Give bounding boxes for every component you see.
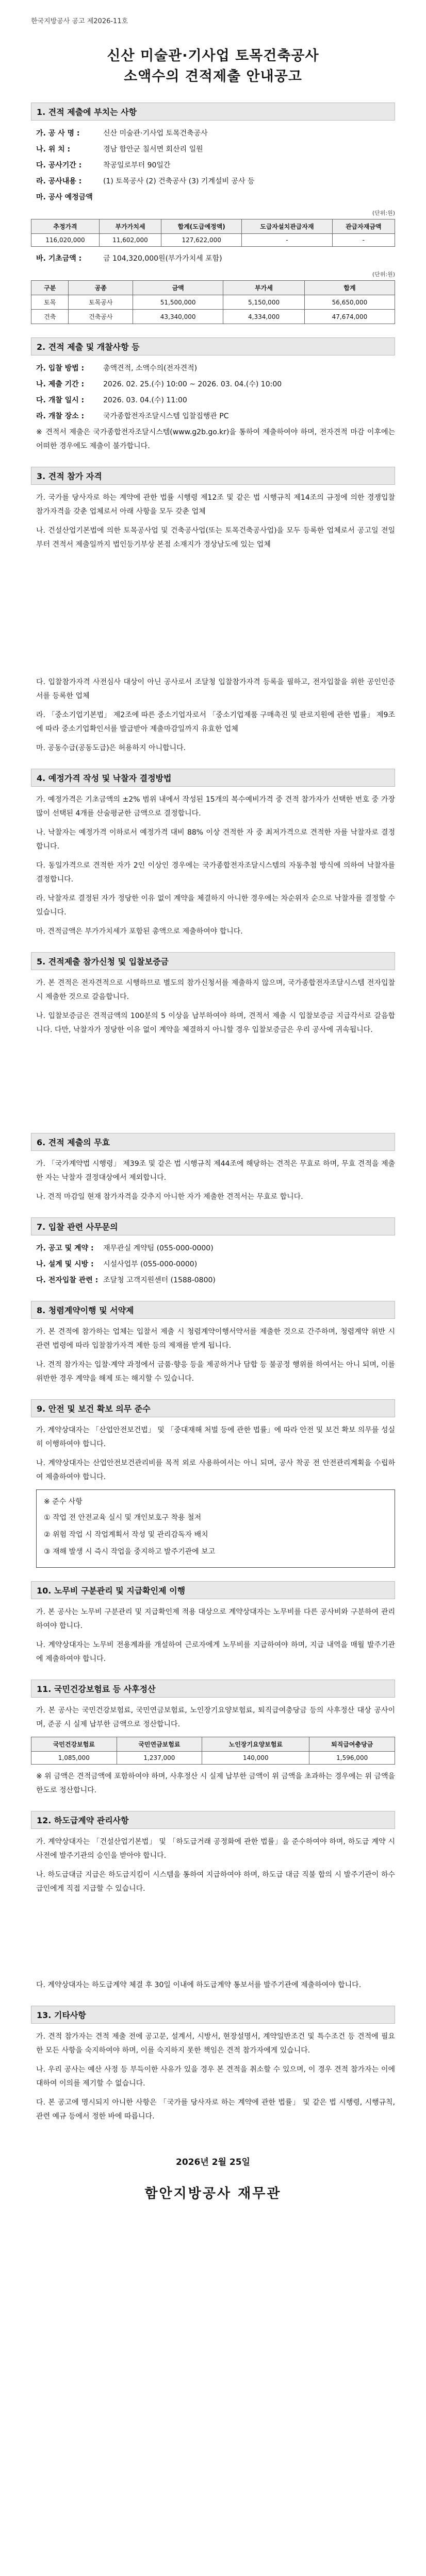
paragraph: 나. 계약상대자는 노무비 전용계좌를 개설하여 근로자에게 노무비를 지급하여야 하며, 지급 내역을 매월 발주기관에 제출하여야 합니다.: [36, 1641, 395, 1663]
table-header-row: 추정가격 부가가치세 합계(도급예정액) 도급자설치관급자재 관급자재금액: [31, 219, 395, 234]
section-10: [31, 1581, 395, 1666]
paragraph: 나. 견적 마감일 현재 참가자격을 갖추지 아니한 자가 제출한 견적서는 무효로 합니다.: [36, 1193, 303, 1201]
section-note: ※ 견적서 제출은 국가종합전자조달시스템(www.g2b.go.kr)을 통하여 제출하여야 하며, 전자견적 마감 이후에는 어떠한 경우에도 제출이 불가합니다.: [36, 428, 395, 450]
section-1: [31, 103, 395, 324]
table-unit: (단위:원): [372, 210, 395, 216]
row-submit-period: 나. 제출 기간 : 2026. 02. 25.(수) 10:00 ~ 2026. 03. 04.(수) 10:00: [36, 380, 282, 388]
table-row: 1,085,000 1,237,000 140,000 1,596,000: [31, 1752, 395, 1765]
title-line-2: 소액수의 견적제출 안내공고: [124, 69, 302, 84]
section-heading: 1. 견적 제출에 부치는 사항: [31, 103, 395, 121]
paragraph: 라. 낙찰자로 결정된 자가 정당한 이유 없이 계약을 체결하지 아니한 경우에는 차순위자 순으로 낙찰자를 결정할 수 있습니다.: [36, 894, 395, 917]
insurance-table: [31, 1737, 395, 1765]
section-3: [31, 467, 395, 755]
row-open-place: 라. 개찰 장소 : 국가종합전자조달시스템 입찰집행관 PC: [36, 412, 229, 420]
table-row: 토목 토목공사 51,500,000 5,150,000 56,650,000: [31, 295, 395, 310]
row-location: 나. 위 치 : 경남 함안군 칠서면 회산리 일원: [36, 145, 203, 154]
section-heading: 7. 입찰 관련 사무문의: [31, 1217, 395, 1235]
paragraph: 가. 국가를 당사자로 하는 계약에 관한 법률 시행령 제12조 및 같은 법 시행규칙 제14조의 규정에 의한 경쟁입찰 참가자격을 갖춘 업체로서 아래 사항을 모두 갖춘 업체: [36, 494, 395, 516]
row-contents: 라. 공사내용 : (1) 토목공사 (2) 건축공사 (3) 기계설비 공사 등: [36, 177, 255, 185]
row-method: 가. 입찰 방법 : 총액견적, 소액수의(전자견적): [36, 364, 198, 372]
compliance-box: [36, 1489, 395, 1568]
notice-number: 한국지방공사 공고 제2026-11호: [31, 18, 128, 25]
box-item: ③ 재해 발생 시 즉시 작업을 중지하고 발주기관에 보고: [44, 1548, 216, 1556]
section-8: [31, 1301, 395, 1386]
section-heading: 5. 견적제출 참가신청 및 입찰보증금: [31, 952, 395, 970]
section-heading: 2. 견적 제출 및 개찰사항 등: [31, 337, 395, 355]
section-heading: 4. 예정가격 작성 및 낙찰자 결정방법: [31, 769, 395, 787]
table-header-row: 국민건강보험료 국민연금보험료 노인장기요양보험료 퇴직급여충당금: [31, 1737, 395, 1752]
breakdown-table: [31, 280, 395, 324]
section-heading: 6. 견적 제출의 무효: [31, 1133, 395, 1151]
paragraph: 가. 견적 참가자는 견적 제출 전에 공고문, 설계서, 시방서, 현장설명서, 계약일반조건 및 특수조건 등 견적에 필요한 모든 사항을 숙지하여야 하며, 이를 숙지하지 못한 책임은 견적 참가자에게 있습니다.: [36, 2032, 395, 2055]
title-line-1: 신산 미술관·기사업 토목건축공사: [107, 48, 319, 64]
budget-table: [31, 219, 395, 247]
table-header-row: 구분 공종 금액 부가세 합계: [31, 281, 395, 295]
row-contact: 다. 전자입찰 관련 : 조달청 고객지원센터 (1588-0800): [36, 1276, 216, 1284]
row-project-name: 가. 공 사 명 : 신산 미술관·기사업 토목건축공사: [36, 129, 208, 138]
section-9: [31, 1399, 395, 1568]
paragraph: 다. 동일가격으로 견적한 자가 2인 이상인 경우에는 국가종합전자조달시스템의 자동추첨 방식에 의하여 낙찰자를 결정합니다.: [36, 861, 395, 884]
section-12: [31, 1811, 395, 1992]
row-period: 다. 공사기간 : 착공일로부터 90일간: [36, 161, 171, 170]
table-row: 건축 건축공사 43,340,000 4,334,000 47,674,000: [31, 310, 395, 324]
section-13: [31, 2006, 395, 2124]
paragraph: 나. 하도급대금 지급은 하도급지킴이 시스템을 통하여 지급하여야 하며, 하도급 대금 직불 합의 시 발주기관이 하수급인에게 직접 지급할 수 있습니다.: [36, 1871, 395, 1893]
paragraph: 나. 건설산업기본법에 의한 토목공사업 및 건축공사업(또는 토목건축공사업)을 모두 등록한 업체로서 공고일 전일부터 견적서 제출일까지 법인등기부상 본점 소재지가 경상남도에 있는 업체: [36, 527, 395, 549]
paragraph: 가. 「국가계약법 시행령」 제39조 및 같은 법 시행규칙 제44조에 해당하는 견적은 무효로 하며, 무효 견적을 제출한 자는 낙찰자 결정대상에서 제외합니다.: [36, 1160, 395, 1182]
paragraph: 다. 본 공고에 명시되지 아니한 사항은 「국가를 당사자로 하는 계약에 관한 법률」 및 같은 법 시행령, 시행규칙, 관련 예규 등에서 정한 바에 따릅니다.: [36, 2098, 395, 2121]
paragraph: 가. 예정가격은 기초금액의 ±2% 범위 내에서 작성된 15개의 복수예비가격 중 견적 참가자가 선택한 번호 중 가장 많이 선택된 4개를 산술평균한 금액으로 결정합니다.: [36, 795, 395, 818]
box-item: ① 작업 전 안전교육 실시 및 개인보호구 착용 철저: [44, 1514, 202, 1522]
section-heading: 13. 기타사항: [31, 2006, 395, 2024]
section-heading: 12. 하도급계약 관리사항: [31, 1811, 395, 1829]
spacer: [31, 1042, 395, 1120]
row-budget: 마. 공사 예정금액: [36, 193, 93, 201]
table-row: 116,020,000 11,602,000 127,622,000 - -: [31, 234, 395, 247]
paragraph: 나. 입찰보증금은 견적금액의 100분의 5 이상을 납부하여야 하며, 견적서 제출 시 입찰보증금 지급각서로 갈음합니다. 다만, 낙찰자가 정당한 이유 없이 계약을 체결하지 아니할 경우 입찰보증금은 우리 공사에 귀속됩니다.: [36, 1012, 395, 1034]
section-heading: 3. 견적 참가 자격: [31, 467, 395, 485]
paragraph: 다. 입찰참가자격 사전심사 대상이 아닌 공사로서 조달청 입찰참가자격 등록을 필하고, 전자입찰을 위한 공인인증서를 등록한 업체: [36, 678, 395, 700]
paragraph: 마. 공동수급(공동도급)은 허용하지 아니합니다.: [36, 744, 186, 752]
section-11: [31, 1680, 395, 1798]
paragraph: 나. 계약상대자는 산업안전보건관리비를 목적 외로 사용하여서는 아니 되며, 공사 착공 전 안전관리계획을 수립하여 제출하여야 합니다.: [36, 1459, 395, 1481]
row-open-date: 다. 개찰 일시 : 2026. 03. 04.(수) 11:00: [36, 396, 187, 404]
document-title: [31, 46, 395, 87]
paragraph: 나. 낙찰자는 예정가격 이하로서 예정가격 대비 88% 이상 견적한 자 중 최저가격으로 견적한 자를 낙찰자로 결정합니다.: [36, 828, 395, 851]
section-heading: 9. 안전 및 보건 확보 의무 준수: [31, 1399, 395, 1417]
table-unit: (단위:원): [372, 271, 395, 278]
spacer: [31, 557, 395, 675]
paragraph: 가. 계약상대자는 「건설산업기본법」 및 「하도급거래 공정화에 관한 법률」을 준수하여야 하며, 하도급 계약 시 사전에 발주기관의 승인을 받아야 합니다.: [36, 1838, 395, 1860]
issuing-organization: 함안지방공사 재무관: [144, 2186, 282, 2201]
paragraph: 나. 견적 참가자는 입찰·계약 과정에서 금품·향응 등을 제공하거나 담합 등 불공정 행위를 하여서는 아니 되며, 이를 위반한 경우 계약을 해제 또는 해지할 수 있습니다.: [36, 1361, 395, 1383]
section-7: [31, 1217, 395, 1287]
paragraph: 마. 견적금액은 부가가치세가 포함된 총액으로 제출하여야 합니다.: [36, 927, 243, 936]
section-heading: 8. 청렴계약이행 및 서약제: [31, 1301, 395, 1319]
paragraph: 가. 계약상대자는 「산업안전보건법」 및 「중대재해 처벌 등에 관한 법률」에 따라 안전 및 보건 확보 의무를 성실히 이행하여야 합니다.: [36, 1426, 395, 1448]
section-2: [31, 337, 395, 453]
row-base-amount: 바. 기초금액 : 금 104,320,000원(부가가치세 포함): [36, 255, 222, 263]
notice-date: 2026년 2월 25일: [176, 2157, 250, 2167]
section-6: [31, 1133, 395, 1204]
paragraph: 가. 본 견적은 전자견적으로 시행하므로 별도의 참가신청서를 제출하지 않으며, 국가종합전자조달시스템 전자입찰 시 제출한 것으로 갈음합니다.: [36, 979, 395, 1001]
section-heading: 10. 노무비 구분관리 및 지급확인제 이행: [31, 1581, 395, 1599]
paragraph: 가. 본 공사는 노무비 구분관리 및 지급확인제 적용 대상으로 계약상대자는 노무비를 다른 공사비와 구분하여 관리하여야 합니다.: [36, 1608, 395, 1630]
section-4: [31, 769, 395, 939]
paragraph: 다. 계약상대자는 하도급계약 체결 후 30일 이내에 하도급계약 통보서를 발주기관에 제출하여야 합니다.: [36, 1981, 362, 1989]
paragraph: 나. 우리 공사는 예산 사정 등 부득이한 사유가 있을 경우 본 견적을 취소할 수 있으며, 이 경우 견적 참가자는 이에 대하여 이의를 제기할 수 없습니다.: [36, 2065, 395, 2088]
paragraph: 라. 「중소기업기본법」 제2조에 따른 중소기업자로서 「중소기업제품 구매촉진 및 판로지원에 관한 법률」 제9조에 따라 중소기업확인서를 발급받아 제출마감일까지 유효한 업체: [36, 711, 395, 733]
box-item: ② 위험 작업 시 작업계획서 작성 및 관리감독자 배치: [44, 1531, 208, 1539]
section-note: ※ 위 금액은 견적금액에 포함하여야 하며, 사후정산 시 실제 납부한 금액이 위 금액을 초과하는 경우에는 위 금액을 한도로 정산합니다.: [36, 1772, 395, 1794]
section-heading: 11. 국민건강보험료 등 사후정산: [31, 1680, 395, 1698]
paragraph: 가. 본 견적에 참가하는 업체는 입찰서 제출 시 청렴계약이행서약서를 제출한 것으로 간주하며, 청렴계약 위반 시 관련 법령에 따라 입찰참가자격 제한 등의 제재를 받게 됩니다.: [36, 1328, 395, 1350]
row-contact: 가. 공고 및 계약 : 재무관실 계약팀 (055-000-0000): [36, 1244, 214, 1252]
spacer: [31, 1901, 395, 1978]
paragraph: 가. 본 공사는 국민건강보험료, 국민연금보험료, 노인장기요양보험료, 퇴직급여충당금 등의 사후정산 대상 공사이며, 준공 시 실제 납부한 금액으로 정산합니다.: [36, 1706, 395, 1728]
row-contact: 나. 설계 및 시방 : 시설사업부 (055-000-0000): [36, 1260, 198, 1268]
box-title: ※ 준수 사항: [44, 1498, 83, 1506]
section-5: [31, 952, 395, 1120]
